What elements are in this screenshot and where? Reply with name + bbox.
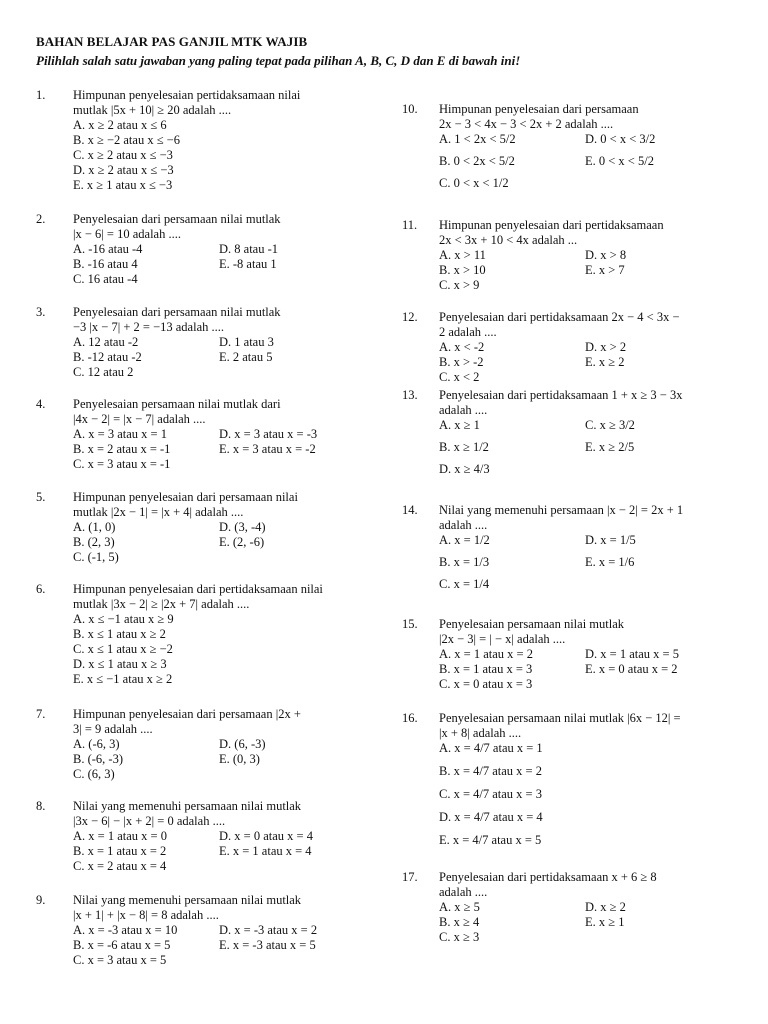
answer-option[interactable]: B. x = 1 atau x = 3 — [439, 662, 533, 676]
answer-option[interactable]: C. x = 3 atau x = 5 — [73, 953, 167, 967]
page-title: BAHAN BELAJAR PAS GANJIL MTK WAJIB — [36, 34, 308, 49]
question-body — [73, 397, 318, 473]
answer-option[interactable]: C. x ≥ 3/2 — [585, 418, 635, 432]
answer-options — [439, 418, 682, 478]
answer-option[interactable]: C. x = 2 atau x = 4 — [73, 859, 167, 873]
answer-option[interactable]: D. 1 atau 3 — [219, 335, 274, 349]
answer-option[interactable]: E. x ≥ 2 — [585, 355, 625, 369]
answer-options — [439, 132, 656, 192]
question-body — [73, 212, 281, 288]
answer-option[interactable]: C. x = 1/4 — [439, 577, 490, 591]
question-number: 7. — [36, 707, 46, 721]
question-number: 17. — [402, 870, 418, 884]
question-text-line: mutlak |5x + 10| ≥ 20 adalah .... — [73, 103, 232, 117]
question-text-line: Penyelesaian dari pertidaksamaan 2x − 4 < 3x − — [439, 310, 680, 324]
answer-option[interactable]: C. (-1, 5) — [73, 550, 119, 564]
question-text-line: Nilai yang memenuhi persamaan nilai mutlak — [73, 893, 302, 907]
answer-option[interactable]: D. x = 4/7 atau x = 4 — [439, 810, 543, 824]
answer-option[interactable]: E. x ≥ 1 — [585, 915, 625, 929]
answer-option[interactable]: A. -16 atau -4 — [73, 242, 143, 256]
answer-option[interactable]: A. x ≤ −1 atau x ≥ 9 — [73, 612, 174, 626]
question-text-line: Penyelesaian persamaan nilai mutlak |6x − 12| = — [439, 711, 681, 725]
question-text-line: Penyelesaian persamaan nilai mutlak dari — [73, 397, 281, 411]
question-number: 13. — [402, 388, 418, 402]
answer-option[interactable]: E. 2 atau 5 — [219, 350, 273, 364]
question-text-line: |x − 6| = 10 adalah .... — [73, 227, 181, 241]
answer-option[interactable]: C. x < 2 — [439, 370, 480, 384]
answer-option[interactable]: E. x ≤ −1 atau x ≥ 2 — [73, 672, 173, 686]
answer-options — [73, 612, 323, 688]
answer-option[interactable]: A. x ≥ 5 — [439, 900, 480, 914]
answer-options — [439, 340, 680, 386]
answer-option[interactable]: E. x = -3 atau x = 5 — [219, 938, 316, 952]
answer-option[interactable]: A. (-6, 3) — [73, 737, 120, 751]
question-text-line: Penyelesaian dari persamaan nilai mutlak — [73, 212, 281, 226]
answer-option[interactable]: D. x ≥ 4/3 — [439, 462, 490, 476]
question-body — [73, 582, 323, 688]
answer-option[interactable]: C. x ≥ 3 — [439, 930, 480, 944]
answer-option[interactable]: C. x = 3 atau x = -1 — [73, 457, 171, 471]
answer-options — [73, 923, 318, 969]
answer-options — [73, 520, 298, 566]
answer-option[interactable]: B. x = -6 atau x = 5 — [73, 938, 171, 952]
answer-options — [439, 741, 681, 849]
question-body — [73, 305, 281, 381]
question-text-line: Himpunan penyelesaian dari persamaan |2x + — [73, 707, 301, 721]
answer-option[interactable]: D. x = 0 atau x = 4 — [219, 829, 313, 843]
question-text-line: adalah .... — [439, 885, 488, 899]
answer-option[interactable]: A. 12 atau -2 — [73, 335, 139, 349]
question-body — [439, 711, 681, 849]
answer-option[interactable]: B. -16 atau 4 — [73, 257, 138, 271]
answer-option[interactable]: D. (3, -4) — [219, 520, 266, 534]
question-body — [73, 707, 301, 783]
answer-options — [73, 427, 318, 473]
answer-option[interactable]: E. x = 4/7 atau x = 5 — [439, 833, 542, 847]
answer-option[interactable]: D. x = 3 atau x = -3 — [219, 427, 318, 441]
answer-option[interactable]: A. x = 3 atau x = 1 — [73, 427, 167, 441]
answer-option[interactable]: A. x < -2 — [439, 340, 485, 354]
question-number: 10. — [402, 102, 418, 116]
answer-option[interactable]: E. 0 < x < 5/2 — [585, 154, 654, 168]
answer-option[interactable]: D. x = -3 atau x = 2 — [219, 923, 318, 937]
question-text-line: Nilai yang memenuhi persamaan |x − 2| = 2x + 1 — [439, 503, 684, 517]
answer-option[interactable]: B. x > -2 — [439, 355, 484, 369]
answer-options — [439, 533, 683, 593]
question-number: 6. — [36, 582, 46, 596]
answer-options — [73, 737, 301, 783]
question-text-line: −3 |x − 7| + 2 = −13 adalah .... — [73, 320, 224, 334]
question-number: 1. — [36, 88, 46, 102]
answer-option[interactable]: B. 0 < 2x < 5/2 — [439, 154, 515, 168]
question-number: 2. — [36, 212, 46, 226]
answer-option[interactable]: B. -12 atau -2 — [73, 350, 142, 364]
answer-option[interactable]: E. (2, -6) — [219, 535, 265, 549]
answer-option[interactable]: C. x ≥ 2 atau x ≤ −3 — [73, 148, 173, 162]
answer-option[interactable]: C. x ≤ 1 atau x ≥ −2 — [73, 642, 173, 656]
question-text-line: Himpunan penyelesaian dari pertidaksamaan nilai — [73, 582, 323, 596]
question-text-line: mutlak |3x − 2| ≥ |2x + 7| adalah .... — [73, 597, 250, 611]
answer-option[interactable]: A. x ≥ 1 — [439, 418, 480, 432]
answer-options — [439, 647, 679, 693]
answer-option[interactable]: D. (6, -3) — [219, 737, 266, 751]
question-body — [439, 870, 657, 946]
answer-option[interactable]: A. x = 1 atau x = 2 — [439, 647, 533, 661]
answer-option[interactable]: A. x = 1 atau x = 0 — [73, 829, 167, 843]
answer-option[interactable]: D. x ≥ 2 atau x ≤ −3 — [73, 163, 174, 177]
answer-options — [439, 248, 664, 294]
answer-option[interactable]: D. x = 1/5 — [585, 533, 636, 547]
question-text-line: Himpunan penyelesaian pertidaksamaan nilai — [73, 88, 301, 102]
answer-option[interactable]: B. x = 1 atau x = 2 — [73, 844, 167, 858]
question-text-line: |2x − 3| = | − x| adalah .... — [439, 632, 566, 646]
answer-option[interactable]: D. x = 1 atau x = 5 — [585, 647, 679, 661]
answer-option[interactable]: B. x = 1/3 — [439, 555, 490, 569]
answer-option[interactable]: D. x ≥ 2 — [585, 900, 626, 914]
question-text-line: Himpunan penyelesaian dari persamaan nilai — [73, 490, 298, 504]
question-text-line: |4x − 2| = |x − 7| adalah .... — [73, 412, 206, 426]
answer-option[interactable]: D. x > 2 — [585, 340, 627, 354]
answer-option[interactable]: C. 12 atau 2 — [73, 365, 134, 379]
question-number: 3. — [36, 305, 46, 319]
question-text-line: adalah .... — [439, 403, 488, 417]
answer-option[interactable]: E. x ≥ 1 atau x ≤ −3 — [73, 178, 173, 192]
question-number: 15. — [402, 617, 418, 631]
question-text-line: Himpunan penyelesaian dari persamaan — [439, 102, 639, 116]
question-body — [439, 310, 680, 386]
answer-option[interactable]: D. 0 < x < 3/2 — [585, 132, 656, 146]
answer-option[interactable]: B. (-6, -3) — [73, 752, 123, 766]
answer-option[interactable]: A. (1, 0) — [73, 520, 116, 534]
instruction: Pilihlah salah satu jawaban yang paling tepat pada pilihan A, B, C, D dan E di bawah ini! — [36, 53, 521, 68]
answer-option[interactable]: D. 8 atau -1 — [219, 242, 279, 256]
question-text-line: Penyelesaian dari persamaan nilai mutlak — [73, 305, 281, 319]
question-text-line: adalah .... — [439, 518, 488, 532]
answer-option[interactable]: C. x = 0 atau x = 3 — [439, 677, 533, 691]
question-text-line: Penyelesaian persamaan nilai mutlak — [439, 617, 625, 631]
question-body — [73, 490, 298, 566]
answer-option[interactable]: B. (2, 3) — [73, 535, 115, 549]
answer-option[interactable]: A. x = 1/2 — [439, 533, 490, 547]
answer-options — [439, 900, 657, 946]
question-number: 8. — [36, 799, 46, 813]
question-text-line: Penyelesaian dari pertidaksamaan x + 6 ≥ 8 — [439, 870, 657, 884]
answer-option[interactable]: C. 16 atau -4 — [73, 272, 138, 286]
answer-option[interactable]: C. x > 9 — [439, 278, 480, 292]
question-number: 12. — [402, 310, 418, 324]
answer-options — [73, 242, 281, 288]
answer-option[interactable]: E. x = 3 atau x = -2 — [219, 442, 316, 456]
question-body — [439, 102, 656, 192]
question-text-line: Penyelesaian dari pertidaksamaan 1 + x ≥ 3 − 3x — [439, 388, 683, 402]
answer-options — [73, 829, 313, 875]
question-text-line: |3x − 6| − |x + 2| = 0 adalah .... — [73, 814, 226, 828]
question-body — [73, 88, 300, 194]
question-text-line: Himpunan penyelesaian dari pertidaksamaan — [439, 218, 664, 232]
answer-option[interactable]: A. 1 < 2x < 5/2 — [439, 132, 516, 146]
answer-options — [73, 335, 281, 381]
answer-option[interactable]: B. x = 4/7 atau x = 2 — [439, 764, 542, 778]
answer-option[interactable]: E. x ≥ 2/5 — [585, 440, 635, 454]
answer-option[interactable]: E. x > 7 — [585, 263, 625, 277]
answer-option[interactable]: B. x > 10 — [439, 263, 486, 277]
answer-option[interactable]: B. x ≥ 4 — [439, 915, 480, 929]
question-body — [439, 617, 679, 693]
answer-option[interactable]: D. x > 8 — [585, 248, 627, 262]
question-number: 9. — [36, 893, 46, 907]
question-number: 16. — [402, 711, 418, 725]
question-text-line: 2x < 3x + 10 < 4x adalah ... — [439, 233, 578, 247]
answer-option[interactable]: D. x ≤ 1 atau x ≥ 3 — [73, 657, 167, 671]
question-text-line: 2x − 3 < 4x − 3 < 2x + 2 adalah .... — [439, 117, 614, 131]
question-body — [439, 503, 683, 593]
answer-option[interactable]: A. x > 11 — [439, 248, 486, 262]
question-number: 14. — [402, 503, 418, 517]
answer-option[interactable]: A. x ≥ 2 atau x ≤ 6 — [73, 118, 167, 132]
question-body — [73, 893, 318, 969]
answer-option[interactable]: B. x ≥ −2 atau x ≤ −6 — [73, 133, 180, 147]
answer-option[interactable]: E. -8 atau 1 — [219, 257, 277, 271]
question-text-line: |x + 1| + |x − 8| = 8 adalah .... — [73, 908, 219, 922]
answer-option[interactable]: C. x = 4/7 atau x = 3 — [439, 787, 542, 801]
answer-option[interactable]: C. 0 < x < 1/2 — [439, 176, 509, 190]
answer-option[interactable]: E. (0, 3) — [219, 752, 260, 766]
answer-option[interactable]: E. x = 0 atau x = 2 — [585, 662, 678, 676]
question-text-line: Nilai yang memenuhi persamaan nilai mutlak — [73, 799, 302, 813]
answer-option[interactable]: E. x = 1/6 — [585, 555, 635, 569]
question-body — [439, 388, 682, 478]
question-body — [73, 799, 313, 875]
question-body — [439, 218, 664, 294]
question-text-line: 2 adalah .... — [439, 325, 497, 339]
question-text-line: mutlak |2x − 1| = |x + 4| adalah .... — [73, 505, 244, 519]
question-text-line: 3| = 9 adalah .... — [73, 722, 153, 736]
answer-option[interactable]: B. x ≤ 1 atau x ≥ 2 — [73, 627, 166, 641]
answer-option[interactable]: C. (6, 3) — [73, 767, 115, 781]
answer-option[interactable]: A. x = 4/7 atau x = 1 — [439, 741, 543, 755]
question-text-line: |x + 8| adalah .... — [439, 726, 522, 740]
answer-option[interactable]: B. x ≥ 1/2 — [439, 440, 489, 454]
question-number: 11. — [402, 218, 418, 232]
question-number: 4. — [36, 397, 46, 411]
answer-option[interactable]: A. x = -3 atau x = 10 — [73, 923, 178, 937]
answer-options — [73, 118, 300, 194]
question-number: 5. — [36, 490, 46, 504]
answer-option[interactable]: E. x = 1 atau x = 4 — [219, 844, 312, 858]
answer-option[interactable]: B. x = 2 atau x = -1 — [73, 442, 171, 456]
